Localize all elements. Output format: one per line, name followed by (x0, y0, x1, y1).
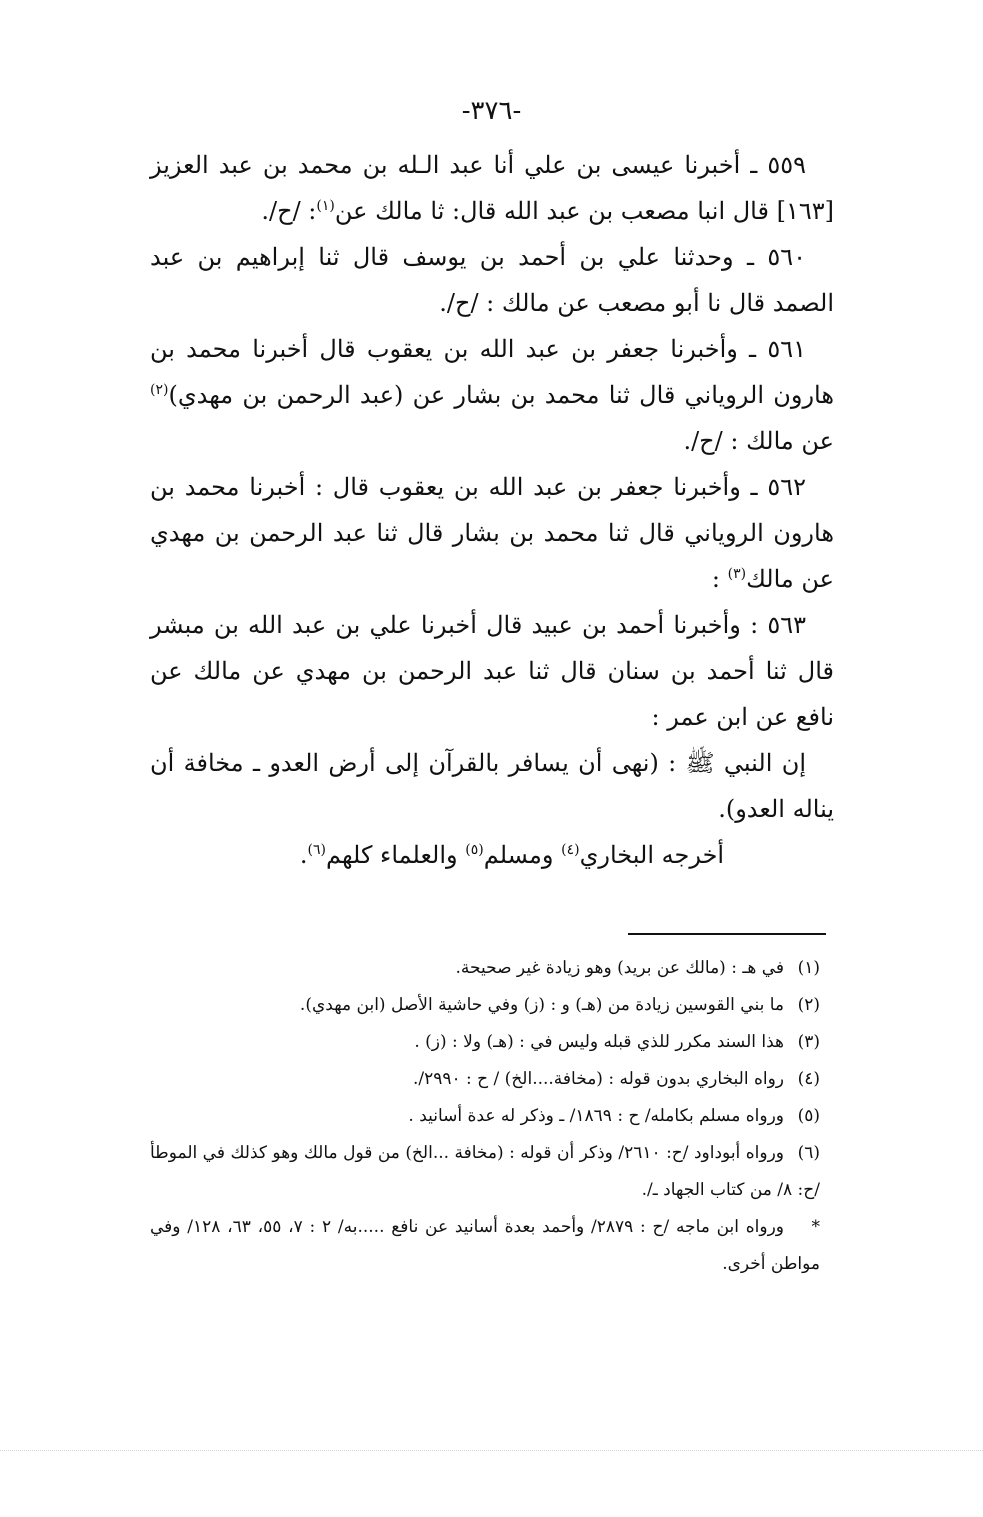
footnote-ref-5: (٥) (465, 842, 484, 858)
footnote-mark: (٥) (797, 1106, 820, 1126)
footnote-text: ورواه مسلم بكامله/ ح : ١٨٦٩/ ـ وذكر له عدة أسانيد . (408, 1106, 784, 1126)
footnotes (150, 950, 820, 1283)
footnote-extra (150, 1209, 820, 1283)
paragraph-text: ٥٦٠ ـ وحدثنا علي بن أحمد بن يوسف قال ثنا إبراهيم بن عبد الصمد قال نا أبو مصعب عن مالك : /ح/. (150, 243, 834, 317)
main-text (150, 142, 834, 878)
scan-edge-line (0, 1450, 983, 1451)
paragraph-text: ٥٥٩ ـ أخبرنا عيسى بن علي أنا عبد الـله بن محمد بن عبد العزيز [١٦٣] قال انبا مصعب بن عبد الله قال: ثا مالك عن (150, 151, 834, 225)
paragraph-text: ٥٦٣ : وأخبرنا أحمد بن عبيد قال أخبرنا علي بن عبد الله بن مبشر قال ثنا أحمد بن سنان قال ثنا عبد الرحمن بن مهدي عن مالك عن نافع عن ابن عمر : (150, 611, 834, 731)
footnote-text: هذا السند مكرر للذي قبله وليس في : (هـ) ولا : (ز) . (414, 1032, 784, 1052)
paragraph-560 (150, 234, 834, 326)
takhrij-line (150, 832, 834, 878)
page-number: -٣٧٦- (461, 96, 522, 126)
footnote-mark: (٣) (797, 1032, 820, 1052)
footnote-mark: (٤) (797, 1069, 820, 1089)
footnote-text: في هـ : (مالك عن بريد) وهو زيادة غير صحيحة. (455, 958, 784, 978)
paragraph-tail: : (711, 565, 728, 593)
footnote-1 (150, 950, 820, 987)
footnote-text: رواه البخاري بدون قوله : (مخافة....الخ) / ح : ٢٩٩٠/. (412, 1069, 784, 1089)
footnote-ref-4: (٤) (561, 842, 580, 858)
paragraph-563 (150, 602, 834, 740)
hadith-text (150, 740, 834, 832)
closing-text: والعلماء كلهم (326, 841, 466, 869)
footnote-mark: (٢) (797, 995, 820, 1015)
paragraph-562 (150, 464, 834, 602)
footnote-text: ورواه أبوداود /ح: ٢٦١٠/ وذكر أن قوله : (مخافة ...الخ) من قول مالك وهو كذلك في الموطأ /ح: ٨/ من كتاب الجهاد ـ/. (150, 1143, 820, 1200)
footnote-mark: (١) (797, 958, 820, 978)
footnote-text: ورواه ابن ماجه /ح : ٢٨٧٩/ وأحمد بعدة أسانيد عن نافع .....به/ ٢ : ٧، ٥٥، ٦٣، ١٢٨/ وفي مواطن أخرى. (150, 1217, 820, 1274)
closing-text: أخرجه البخاري (579, 841, 725, 869)
paragraph-text: ٥٦١ ـ وأخبرنا جعفر بن عبد الله بن يعقوب قال أخبرنا محمد بن هارون الروياني قال ثنا محمد بن بشار عن (عبد الرحمن بن مهدي) (150, 335, 834, 409)
closing-text: ومسلم (483, 841, 562, 869)
footnote-mark: * (811, 1217, 821, 1237)
paragraph-text: إن النبي ﷺ : (نهى أن يسافر بالقرآن إلى أرض العدو ـ مخافة أن يناله العدو). (150, 749, 834, 823)
paragraph-561 (150, 326, 834, 464)
footnote-mark: (٦) (797, 1143, 820, 1163)
footnote-6 (150, 1135, 820, 1209)
footnote-separator (628, 933, 826, 935)
footnote-2 (150, 987, 820, 1024)
footnote-ref-3: (٣) (727, 566, 747, 582)
paragraph-tail: عن مالك : /ح/. (683, 427, 834, 455)
closing-text: . (299, 841, 308, 869)
footnote-ref-6: (٦) (307, 842, 327, 858)
footnote-text: ما بني القوسين زيادة من (هـ) و : (ز) وفي حاشية الأصل (ابن مهدي). (299, 995, 784, 1015)
footnote-ref-2: (٢) (150, 382, 169, 398)
footnote-5 (150, 1098, 820, 1135)
paragraph-text: ٥٦٢ ـ وأخبرنا جعفر بن عبد الله بن يعقوب قال : أخبرنا محمد بن هارون الروياني قال ثنا محمد بن بشار قال ثنا عبد الرحمن بن مهدي عن مالك (150, 473, 834, 593)
footnote-ref-1: (١) (316, 198, 335, 214)
footnote-4 (150, 1061, 820, 1098)
footnote-3 (150, 1024, 820, 1061)
paragraph-559 (150, 142, 834, 234)
paragraph-tail: : /ح/. (261, 197, 317, 225)
